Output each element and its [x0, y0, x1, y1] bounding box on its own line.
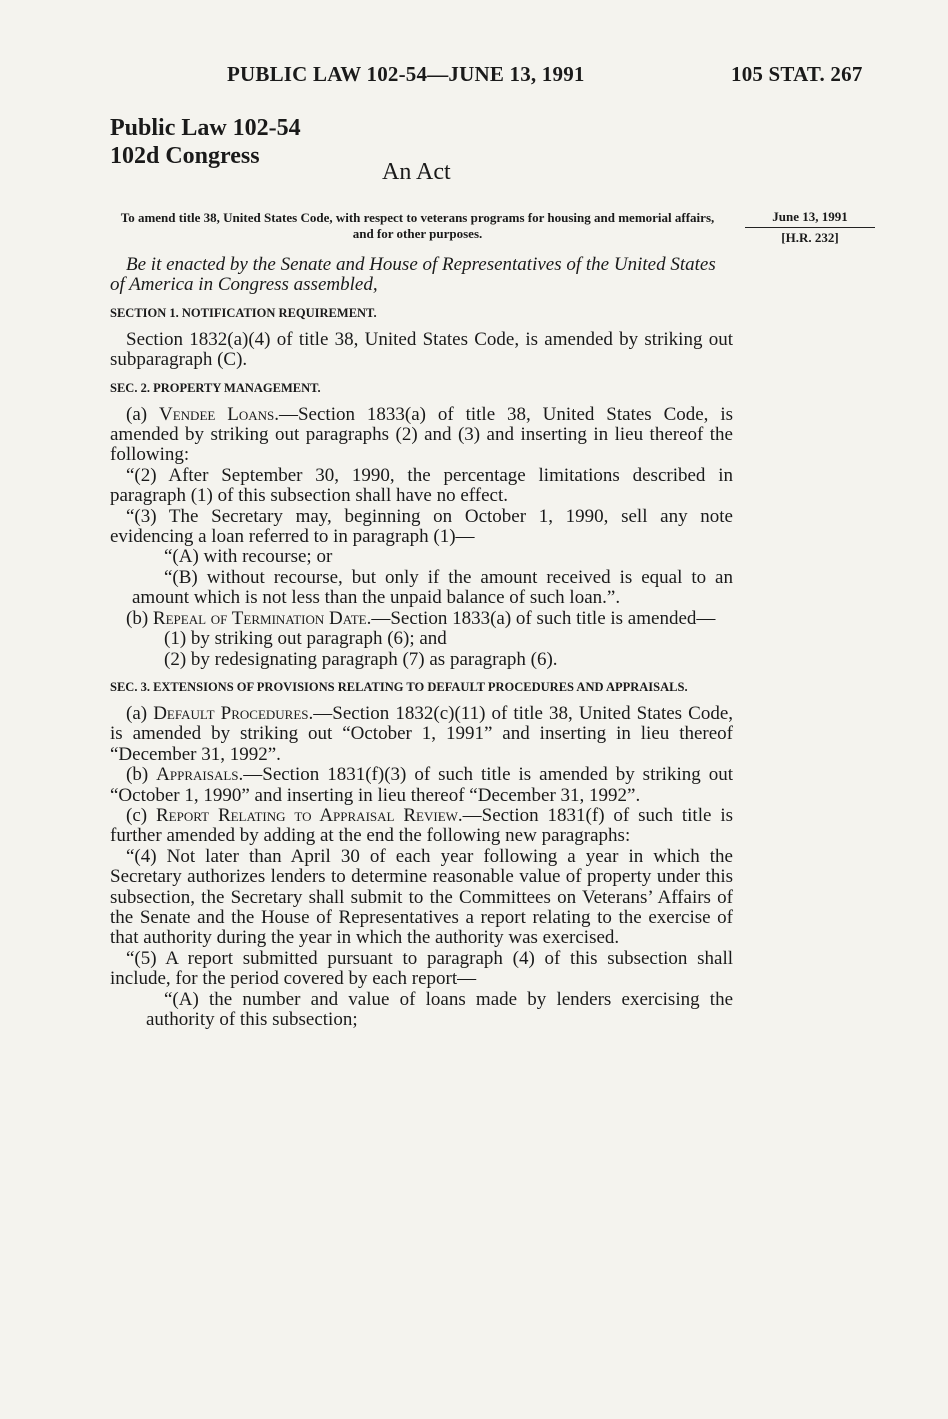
section-3b-caption: Appraisals.: [156, 764, 244, 786]
section-3a: [110, 704, 733, 765]
act-purpose: To amend title 38, United States Code, with respect to veterans programs for housing and memorial affairs, and for other purposes.: [120, 210, 715, 241]
congress-number: 102d Congress: [110, 143, 260, 169]
section-2-heading: SEC. 2. PROPERTY MANAGEMENT.: [110, 380, 321, 395]
section-2b: [110, 609, 733, 629]
section-3a-text: —Section 1832(c)(11) of title 38, United States Code, is amended by striking out “October 1, 1991” and inserting in lieu thereof “December 31, 1992”.: [110, 702, 734, 765]
section-3c: [110, 806, 733, 847]
section-2b-item-1: (1) by striking out paragraph (6); and: [164, 628, 447, 650]
section-2b-text: —Section 1833(a) of such title is amended—: [371, 607, 716, 629]
section-3-paragraph-4: “(4) Not later than April 30 of each year following a year in which the Secretary authorizes lenders to determine reasonable value of property under this subsection, the Secretary shall submit to the Committees on Veterans’ Affairs of the Senate and the House of Representatives a report relating to the exercise of that authority during the year in which the authority was exercised.: [110, 845, 733, 949]
public-law-heading: [110, 114, 301, 170]
section-2-paragraph-3: “(3) The Secretary may, beginning on October 1, 1990, sell any note evidencing a loan referred to in paragraph (1)—: [110, 505, 733, 548]
running-head-stat: 105 STAT. 267: [731, 62, 863, 86]
section-2-paragraph-2: “(2) After September 30, 1990, the percentage limitations described in paragraph (1) of this subsection shall have no effect.: [110, 464, 733, 507]
section-3c-prefix: (c): [126, 804, 156, 826]
section-2b-prefix: (b): [126, 607, 153, 629]
section-1-heading: SECTION 1. NOTIFICATION REQUIREMENT.: [110, 305, 377, 320]
section-3-subparagraph-a: “(A) the number and value of loans made by lenders exercising the authority of this subsection;: [146, 988, 733, 1030]
section-2a-caption: Vendee Loans.: [159, 403, 279, 425]
section-3a-caption: Default Procedures.: [153, 702, 314, 724]
section-3-heading: SEC. 3. EXTENSIONS OF PROVISIONS RELATING TO DEFAULT PROCEDURES AND APPRAISALS.: [110, 679, 688, 694]
running-head-title: PUBLIC LAW 102-54—JUNE 13, 1991: [227, 62, 585, 86]
section-2a-text: —Section 1833(a) of title 38, United States Code, is amended by striking out paragraphs (2) and (3) and inserting in lieu thereof the following:: [110, 403, 734, 466]
section-2-subparagraph-b: “(B) without recourse, but only if the amount received is equal to an amount which is not less than the unpaid balance of such loan.”.: [132, 566, 733, 609]
section-3c-text: —Section 1831(f) of such title is further amended by adding at the end the following new paragraphs:: [110, 804, 733, 847]
section-2a: [110, 405, 733, 466]
public-law-number: Public Law 102-54: [110, 115, 301, 141]
section-2b-item-2: (2) by redesignating paragraph (7) as paragraph (6).: [164, 648, 558, 670]
margin-bill-number: [H.R. 232]: [781, 230, 839, 245]
section-2b-caption: Repeal of Termination Date.: [152, 607, 372, 629]
section-3b: [110, 765, 733, 806]
section-3a-prefix: (a): [126, 702, 154, 724]
margin-date: June 13, 1991: [745, 209, 875, 228]
section-2-subparagraph-a: “(A) with recourse; or: [164, 546, 333, 568]
section-1-text: Section 1832(a)(4) of title 38, United States Code, is amended by striking out subparagraph (C).: [110, 328, 733, 371]
enacting-clause: Be it enacted by the Senate and House of Representatives of the United States of America in Congress assembled,: [110, 254, 716, 296]
section-2a-prefix: (a): [126, 403, 159, 425]
section-3c-caption: Report Relating to Appraisal Review.: [155, 804, 463, 826]
law-body: [110, 255, 733, 1030]
section-3-paragraph-5: “(5) A report submitted pursuant to paragraph (4) of this subsection shall include, for the period covered by each report—: [110, 947, 733, 990]
section-3b-prefix: (b): [126, 764, 157, 786]
section-3b-text: —Section 1831(f)(3) of such title is amended by striking out “October 1, 1990” and inserting in lieu thereof “December 31, 1992”.: [110, 764, 733, 806]
act-title: An Act: [382, 159, 451, 185]
